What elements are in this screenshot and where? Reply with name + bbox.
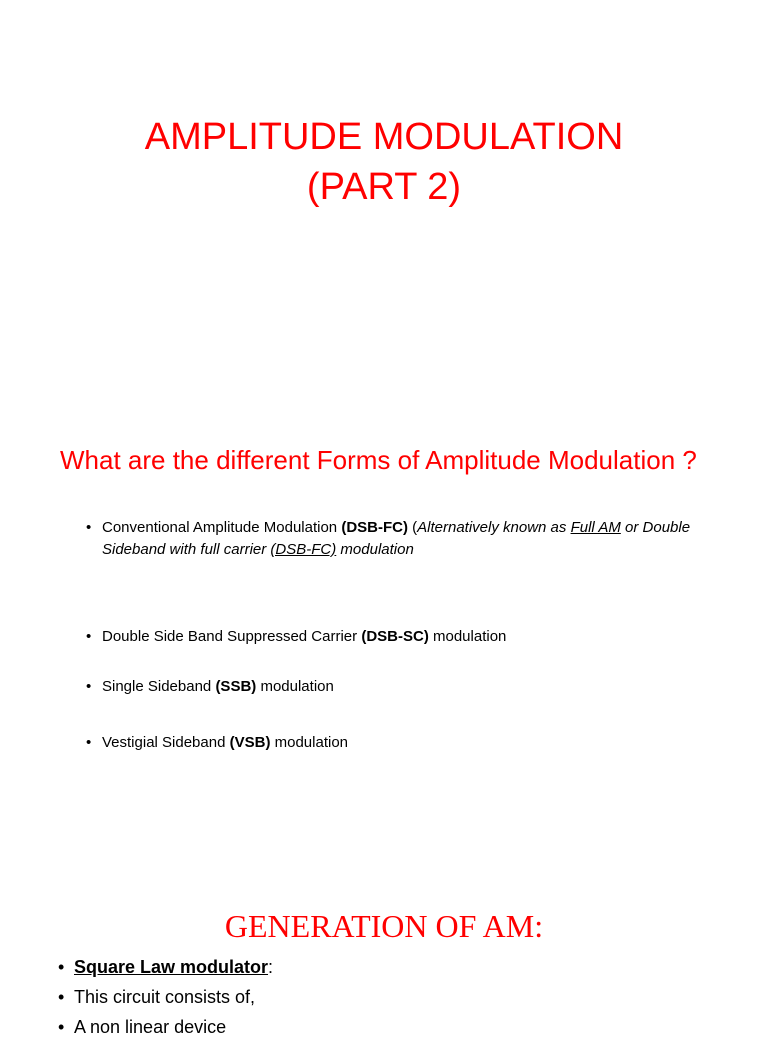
forms-of-am-slide: [0, 400, 768, 800]
list-item-nonlinear: • A non linear device: [58, 1014, 226, 1040]
bullet-icon: •: [58, 987, 65, 1007]
bullet-icon: •: [58, 1017, 65, 1037]
bullet-icon: •: [86, 734, 92, 751]
list-item-circuit: • This circuit consists of,: [58, 984, 255, 1010]
slide-title: [0, 112, 768, 212]
generation-heading: GENERATION OF AM:: [224, 908, 544, 944]
bullet-icon: •: [58, 957, 65, 977]
forms-heading: What are the different Forms of Amplitude Modulation ?: [60, 445, 697, 475]
list-item-dsb-sc: • Double Side Band Suppressed Carrier (DSB-SC) modulation: [86, 626, 742, 648]
list-item-square-law: • Square Law modulator:: [58, 954, 273, 980]
title-line-2: (PART 2): [306, 166, 462, 208]
title-line-1: AMPLITUDE MODULATION: [144, 116, 624, 158]
list-item-dsb-fc: • Conventional Amplitude Modulation (DSB-FC) (Alternatively known as Full AM or Double Sideband with full carrier (DSB-FC) modulation: [86, 519, 691, 558]
list-item-ssb: • Single Sideband (SSB) modulation: [86, 676, 742, 698]
bullet-icon: •: [86, 519, 92, 536]
bullet-icon: •: [86, 628, 92, 645]
title-slide: [0, 0, 768, 400]
list-item-vsb: • Vestigial Sideband (VSB) modulation: [86, 732, 742, 754]
bullet-icon: •: [86, 678, 92, 695]
generation-slide: [0, 800, 768, 1037]
